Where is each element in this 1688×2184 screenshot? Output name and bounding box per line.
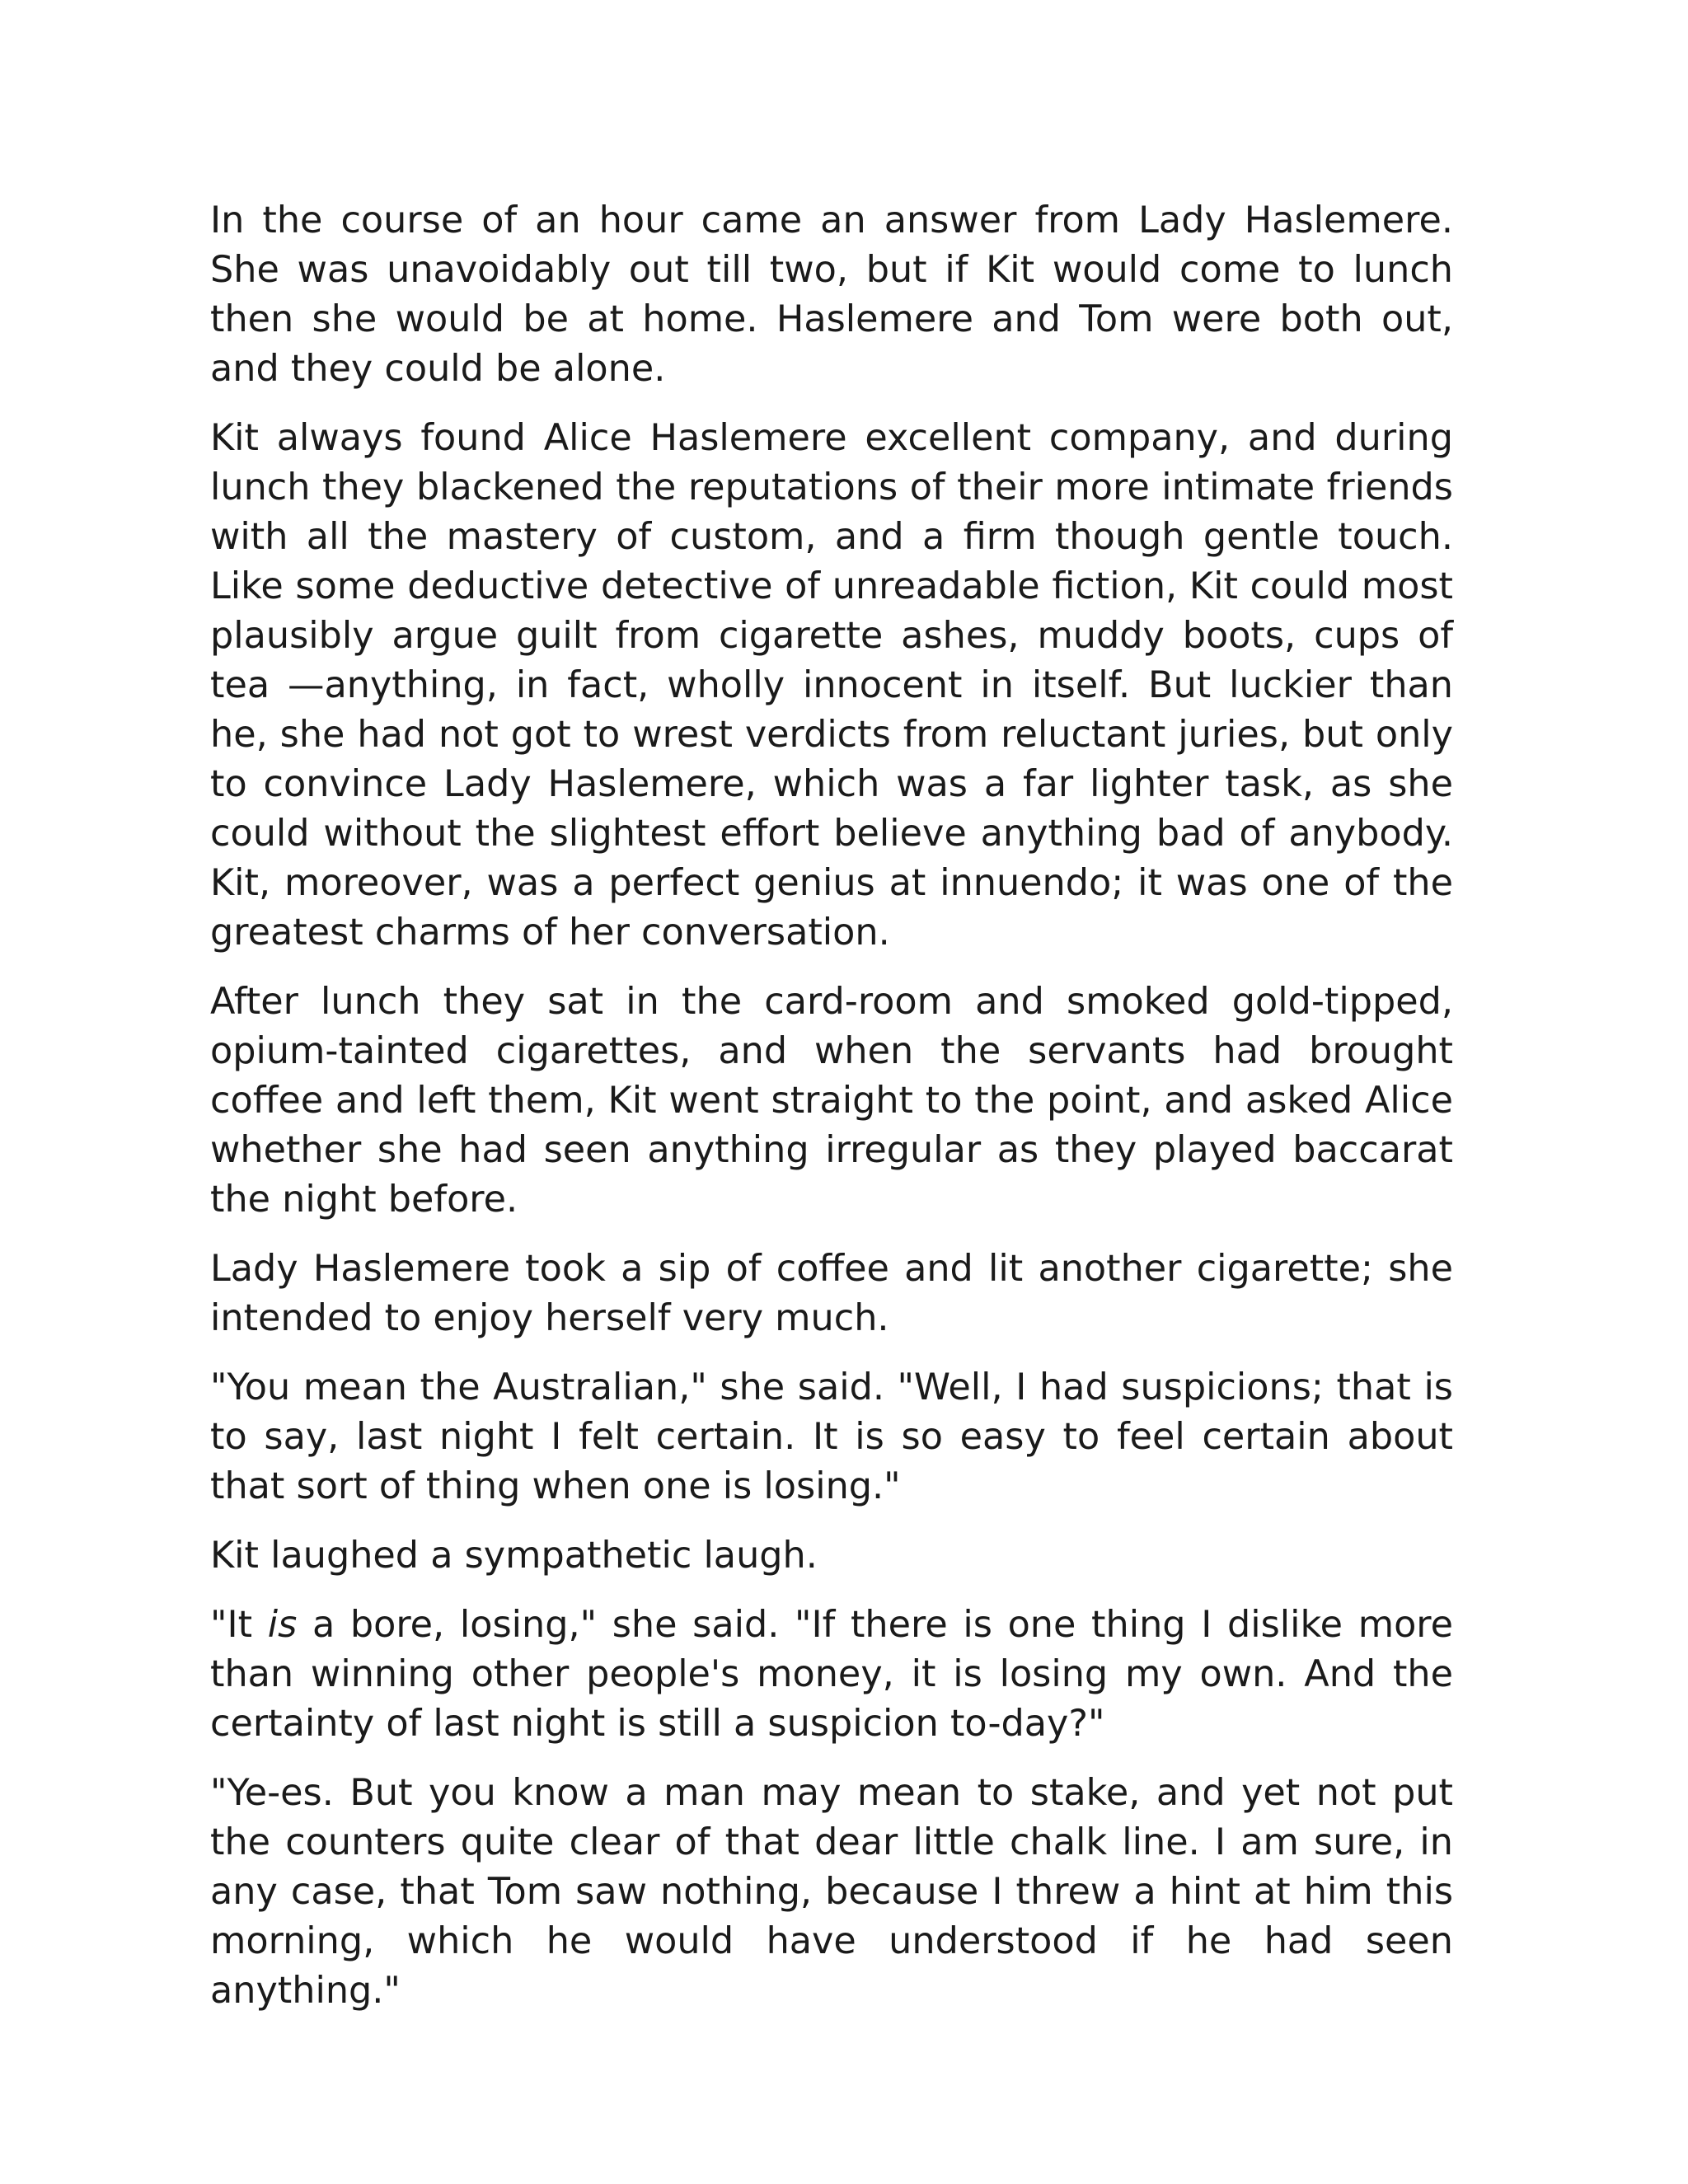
- paragraph-4: Lady Haslemere took a sip of coffee and lit another cigarette; she intended to enjoy herself very much.: [210, 1248, 1453, 1339]
- paragraph-7-opening: "It: [210, 1604, 268, 1646]
- paragraph-7: [210, 1601, 1453, 1749]
- paragraph-8: "Ye-es. But you know a man may mean to stake, and yet not put the counters quite clear of that dear little chalk line. I am sure, in any case, that Tom saw nothing, because I threw a hint at him this morning, which he would have understood if he had seen anything.": [210, 1772, 1453, 2012]
- page-body: [210, 196, 1453, 2016]
- paragraph-2: Kit always found Alice Haslemere excellent company, and during lunch they blackened the reputations of their more intimate friends with all the mastery of custom, and a firm though gentle touch. Like some deductive detective of unreadable fiction, Kit could most plausibly argue guilt from cigarette ashes, muddy boots, cups of tea —anything, in fact, wholly innocent in itself. But luckier than he, she had not got to wrest verdicts from reluctant juries, but only to convince Lady Haslemere, which was a far lighter task, as she could without the slightest effort believe anything bad of anybody. Kit, moreover, was a perfect genius at innuendo; it was one of the greatest charms of her conversation.: [210, 417, 1453, 954]
- paragraph-6: Kit laughed a sympathetic laugh.: [210, 1535, 818, 1577]
- paragraph-1: In the course of an hour came an answer from Lady Haslemere. She was unavoidably out till two, but if Kit would come to lunch then she would be at home. Haslemere and Tom were both out, and they could be alone.: [210, 199, 1453, 390]
- paragraph-5: "You mean the Australian," she said. "Well, I had suspicions; that is to say, last night I felt certain. It is so easy to feel certain about that sort of thing when one is losing.": [210, 1366, 1453, 1507]
- paragraph-3: After lunch they sat in the card-room and smoked gold-tipped, opium-tainted cigarettes, and when the servants had brought coffee and left them, Kit went straight to the point, and asked Alice whether she had seen anything irregular as they played baccarat the night before.: [210, 981, 1453, 1221]
- emphasized-word: is: [267, 1604, 298, 1646]
- paragraph-7-rest: a bore, losing," she said. "If there is one thing I dislike more than winning other people's money, it is losing my own. And the certainty of last night is still a suspicion to-day?": [210, 1604, 1454, 1745]
